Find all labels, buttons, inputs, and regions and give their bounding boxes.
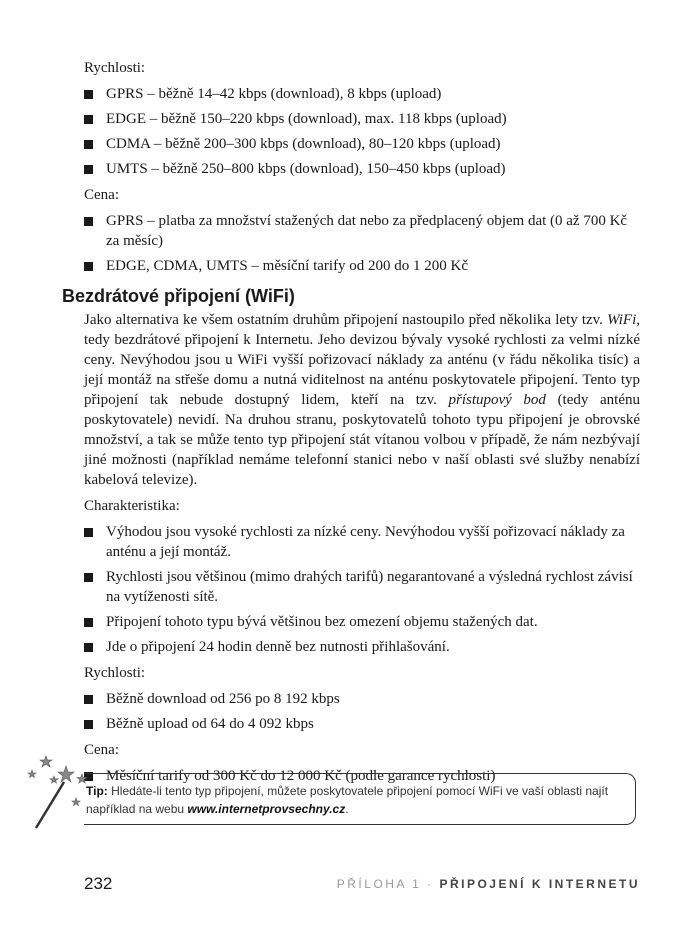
- list-item: Rychlosti jsou většinou (mimo drahých tarifů) negarantované a výsledná rychlost závisí na vytíženosti sítě.: [84, 567, 640, 607]
- bullet-square-icon: [84, 643, 93, 652]
- wifi-intro-paragraph: Jako alternativa ke všem ostatním druhům připojení nastoupilo před několika lety tzv. WiFi, tedy bezdrátové připojení k Internetu. Jeho devizou bývaly vysoké rychlosti za velmi nízké ceny. Nevýhodou jsou u WiFi vyšší pořizovací náklady za anténu (v řádu několika tisíc) a její montáž na střeše domu a nutná viditelnost na anténu poskytovatele připojení. Tento typ připojení tak nebude dostupný lidem, kteří na tzv. přístupový bod (tedy anténu poskytovatele) nevidí. Na druhou stranu, poskytovatelů tohoto typu připojení je obrovské množství, a tak se může tento typ připojení stát vítanou volbou v případě, že nám nezbývají jiné možnosti (například nemáme telefonní stanici nebo v naší oblasti své služby nenabízí kabelová televize).: [84, 312, 640, 488]
- characteristics-list: [84, 522, 640, 657]
- speeds-list: [84, 84, 640, 179]
- bullet-square-icon: [84, 528, 93, 537]
- tip-text: Hledáte-li tento typ připojení, můžete poskytovatele připojení pomocí WiFi ve vaší oblasti najít například na webu: [86, 784, 609, 816]
- wifi-price-label: Cena:: [84, 742, 119, 758]
- characteristics-label: Charakteristika:: [84, 498, 180, 514]
- list-item: Běžně download od 256 po 8 192 kbps: [84, 689, 640, 709]
- wifi-speeds-list: [84, 689, 640, 734]
- wifi-speeds-label: Rychlosti:: [84, 665, 146, 681]
- bullet-square-icon: [84, 217, 93, 226]
- list-item: Měsíční tarify od 300 Kč do 12 000 Kč (podle garance rychlosti): [84, 766, 640, 786]
- bullet-square-icon: [84, 165, 93, 174]
- list-item: Připojení tohoto typu bývá většinou bez omezení objemu stažených dat.: [84, 612, 640, 632]
- page-footer: [84, 874, 640, 898]
- price-label: Cena:: [84, 187, 119, 203]
- bullet-square-icon: [84, 262, 93, 271]
- bullet-square-icon: [84, 115, 93, 124]
- list-item: Jde o připojení 24 hodin denně bez nutnosti přihlašování.: [84, 637, 640, 657]
- section-heading: Bezdrátové připojení (WiFi): [62, 286, 295, 306]
- running-header: PŘÍLOHA 1 · PŘIPOJENÍ K INTERNETU: [336, 877, 640, 891]
- bullet-square-icon: [84, 90, 93, 99]
- price-list: [84, 211, 640, 276]
- tip-label: Tip:: [86, 784, 108, 798]
- list-item: EDGE, CDMA, UMTS – měsíční tarify od 200 do 1 200 Kč: [84, 256, 640, 276]
- bullet-square-icon: [84, 618, 93, 627]
- list-item: UMTS – běžně 250–800 kbps (download), 150–450 kbps (upload): [84, 159, 640, 179]
- page-number: 232: [84, 874, 113, 893]
- bullet-square-icon: [84, 573, 93, 582]
- tip-url-link[interactable]: www.internetprovsechny.cz: [187, 802, 346, 816]
- list-item: GPRS – platba za množství stažených dat nebo za předplacený objem dat (0 až 700 Kč za měsíc): [84, 211, 640, 251]
- list-item: CDMA – běžně 200–300 kbps (download), 80–120 kbps (upload): [84, 134, 640, 154]
- bullet-square-icon: [84, 720, 93, 729]
- list-item: EDGE – běžně 150–220 kbps (download), max. 118 kbps (upload): [84, 109, 640, 129]
- speeds-label: Rychlosti:: [84, 60, 146, 76]
- tip-box: Tip: Hledáte-li tento typ připojení, můžete poskytovatele připojení pomocí WiFi ve vaší oblasti najít například na webu www.internetprovsechny.cz.: [84, 773, 636, 825]
- bullet-square-icon: [84, 695, 93, 704]
- list-item: GPRS – běžně 14–42 kbps (download), 8 kbps (upload): [84, 84, 640, 104]
- list-item: Výhodou jsou vysoké rychlosti za nízké ceny. Nevýhodou vyšší pořizovací náklady za anténu a její montáž.: [84, 522, 640, 562]
- list-item: Běžně upload od 64 do 4 092 kbps: [84, 714, 640, 734]
- page-body: [62, 58, 640, 792]
- bullet-square-icon: [84, 140, 93, 149]
